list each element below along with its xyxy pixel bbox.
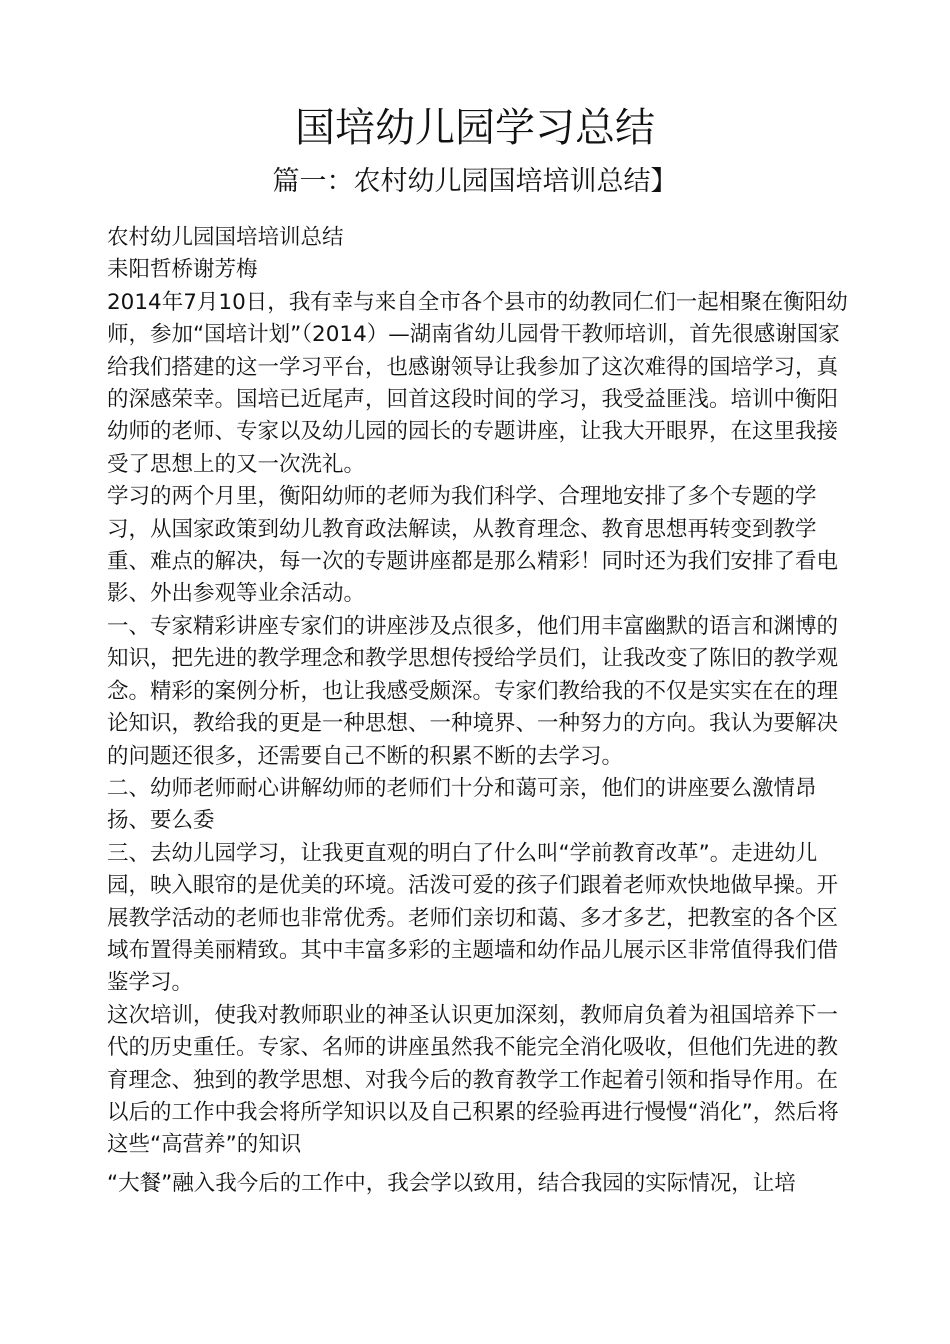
paragraph-section-three: 三、去幼儿园学习，让我更直观的明白了什么叫“学前教育改革”。走进幼儿园，映入眼帘的是优美的环境。活泼可爱的孩子们跟着老师欢快地做早操。开展教学活动的老师也非常优秀。老师们亲切和蔼、多才多艺，把教室的各个区域布置得美丽精致。其中丰富多彩的主题墙和幼作品儿展示区非常值得我们借鉴学习。 [107, 840, 839, 996]
paragraph-section-one: 一、专家精彩讲座专家们的讲座涉及点很多，他们用丰富幽默的语言和渊博的知识，把先进的教学理念和教学思想传授给学员们，让我改变了陈旧的教学观念。精彩的案例分析，也让我感受颇深。专家们教给我的不仅是实实在在的理论知识，教给我的更是一种思想、一种境界、一种努力的方向。我认为要解决的问题还很多，还需要自己不断的积累不断的去学习。 [107, 613, 839, 769]
paragraph-intro: 2014年7月10日，我有幸与来自全市各个县市的幼教同仁们一起相聚在衡阳幼师，参加“国培计划”（2014）—湖南省幼儿园骨干教师培训，首先很感谢国家给我们搭建的这一学习平台，也感谢领导让我参加了这次难得的国培学习，真的深感荣幸。国培已近尾声，回首这段时间的学习，我受益匪浅。培训中衡阳幼师的老师、专家以及幼儿园的园长的专题讲座，让我大开眼界，在这里我接受了思想上的又一次洗礼。 [107, 289, 848, 477]
paragraph-author: 耒阳哲桥谢芳梅 [107, 257, 258, 283]
paragraph-section-two: 二、幼师老师耐心讲解幼师的老师们十分和蔼可亲，他们的讲座要么激情昂扬、要么委 [107, 775, 817, 834]
paragraph-conclusion: 这次培训，使我对教师职业的神圣认识更加深刻，教师肩负着为祖国培养下一代的历史重任。专家、名师的讲座虽然我不能完全消化吸收，但他们先进的教育理念、独到的教学思想、对我今后的教育教学工作起着引领和指导作用。在以后的工作中我会将所学知识以及自己积累的经验再进行慢慢“消化”，然后将这些“高营养”的知识 [107, 1002, 839, 1158]
document-subtitle: 篇一：农村幼儿园国培培训总结】 [272, 166, 678, 197]
document-title: 国培幼儿园学习总结 [295, 105, 655, 151]
paragraph-continuation: “大餐”融入我今后的工作中，我会学以致用，结合我园的实际情况，让培 [107, 1171, 796, 1196]
paragraph-heading: 农村幼儿园国培培训总结 [107, 225, 344, 250]
document-body [107, 222, 852, 1162]
paragraph-schedule: 学习的两个月里，衡阳幼师的老师为我们科学、合理地安排了多个专题的学习，从国家政策到幼儿教育政法解读，从教育理念、教育思想再转变到教学重、难点的解决，每一次的专题讲座都是那么精彩！同时还为我们安排了看电影、外出参观等业余活动。 [107, 484, 839, 607]
